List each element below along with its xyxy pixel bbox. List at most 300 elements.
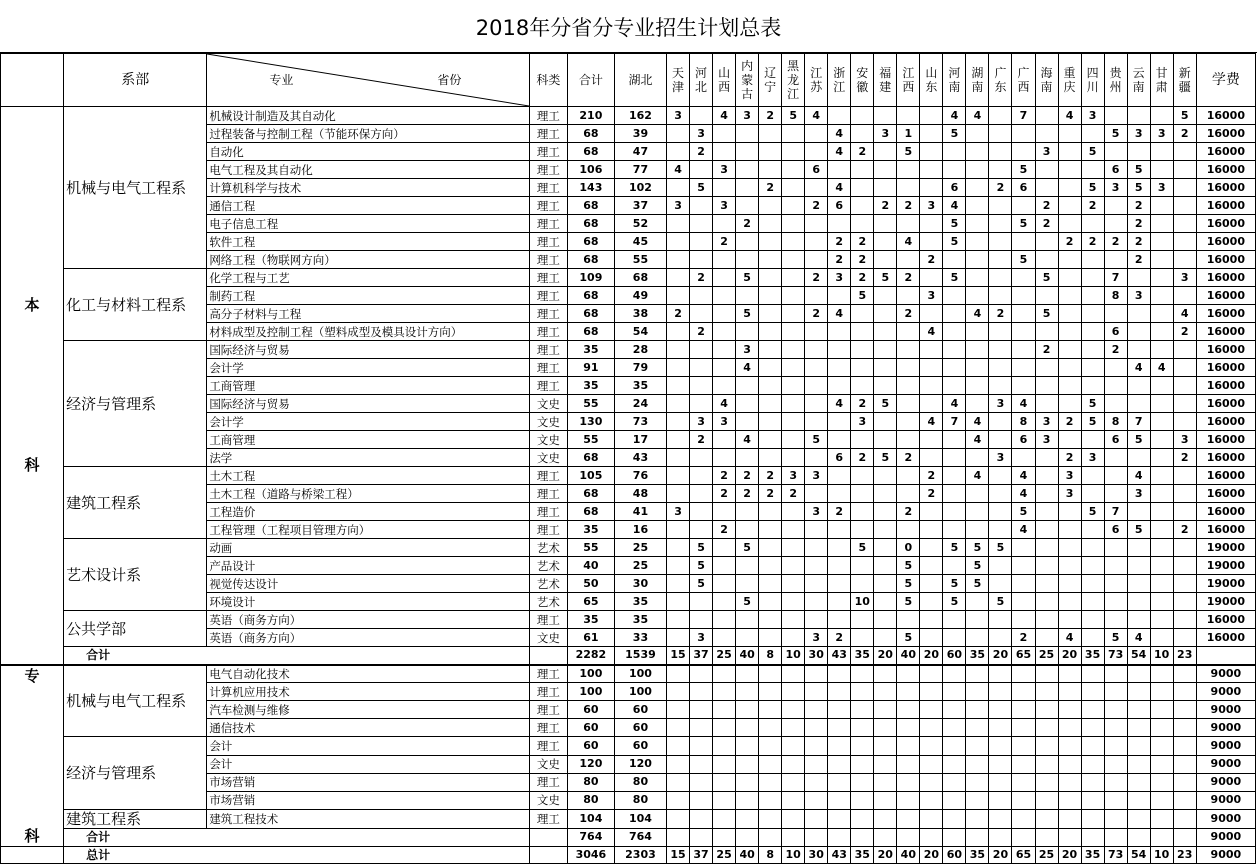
quota-cell: 38 [614,305,666,323]
quota-cell [1012,305,1035,323]
quota-cell [1012,341,1035,359]
major-cell: 会计学 [207,359,530,377]
sum-quota-cell: 40 [736,647,759,665]
quota-cell: 2 [1173,323,1196,341]
quota-cell [920,683,943,701]
quota-cell [920,755,943,773]
sum-fee-cell [1196,647,1255,665]
dept-cell: 艺术设计系 [64,539,207,611]
quota-cell: 2 [897,503,920,521]
quota-cell [713,665,736,683]
quota-cell [667,773,690,791]
province-header-7: 江苏 [805,54,828,107]
quota-cell: 3 [1058,485,1081,503]
quota-cell [1104,809,1127,828]
quota-cell: 2 [1173,521,1196,539]
quota-cell: 5 [1081,143,1104,161]
quota-cell [1150,233,1173,251]
quota-cell [736,809,759,828]
quota-cell: 2 [805,197,828,215]
quota-cell [966,449,989,467]
category-cell: 理工 [529,611,567,629]
quota-cell [713,269,736,287]
quota-cell [920,809,943,828]
province-header-9: 安徽 [851,54,874,107]
quota-cell [851,341,874,359]
quota-cell: 5 [690,575,713,593]
quota-cell: 5 [690,539,713,557]
quota-cell [874,359,897,377]
quota-cell [1173,773,1196,791]
quota-cell [759,377,782,395]
quota-cell [759,737,782,756]
category-cell: 文史 [529,629,567,647]
fee-cell: 19000 [1196,539,1255,557]
quota-cell [713,539,736,557]
quota-cell [966,161,989,179]
quota-cell [1173,485,1196,503]
quota-cell [759,161,782,179]
quota-cell: 45 [614,233,666,251]
grand-quota-cell: 25 [713,846,736,863]
quota-cell [1058,575,1081,593]
sum-quota-cell [920,828,943,846]
quota-cell [1012,449,1035,467]
quota-cell [943,503,966,521]
quota-cell [1127,701,1150,719]
fee-cell: 9000 [1196,683,1255,701]
quota-cell [1150,611,1173,629]
major-cell: 软件工程 [207,233,530,251]
quota-cell [874,791,897,809]
quota-cell [759,125,782,143]
quota-cell [667,359,690,377]
quota-cell [1081,377,1104,395]
quota-cell [759,593,782,611]
quota-cell: 7 [1104,269,1127,287]
quota-cell: 3 [690,413,713,431]
quota-cell [759,539,782,557]
quota-cell [759,341,782,359]
quota-cell: 0 [897,539,920,557]
quota-cell [920,557,943,575]
quota-cell [1058,719,1081,737]
quota-cell: 25 [614,557,666,575]
quota-cell [828,791,851,809]
quota-cell [897,251,920,269]
quota-cell [1173,215,1196,233]
category-cell: 艺术 [529,593,567,611]
quota-cell: 2 [989,305,1012,323]
quota-cell: 3 [667,107,690,125]
quota-cell [1035,773,1058,791]
quota-cell: 4 [966,107,989,125]
dept-cell: 经济与管理系 [64,341,207,467]
quota-cell [874,557,897,575]
major-cell: 工程造价 [207,503,530,521]
quota-cell [713,215,736,233]
major-cell: 会计 [207,737,530,756]
quota-cell [667,431,690,449]
quota-cell [667,593,690,611]
sum-quota-cell [897,828,920,846]
quota-cell [667,755,690,773]
quota-cell [759,665,782,683]
quota-cell [759,719,782,737]
quota-cell [1035,521,1058,539]
quota-cell [782,701,805,719]
total-cell: 55 [567,431,614,449]
quota-cell [897,719,920,737]
quota-cell [920,611,943,629]
sum-total-cell: 2282 [567,647,614,665]
sum-quota-cell [1127,828,1150,846]
quota-cell [805,719,828,737]
sum-quota-cell: 25 [713,647,736,665]
quota-cell [1035,755,1058,773]
quota-cell [667,467,690,485]
quota-cell [943,287,966,305]
quota-cell [897,521,920,539]
quota-cell [828,287,851,305]
quota-cell [736,377,759,395]
quota-cell [989,431,1012,449]
quota-cell [805,485,828,503]
fee-cell: 16000 [1196,449,1255,467]
quota-cell [1127,755,1150,773]
category-cell: 理工 [529,377,567,395]
quota-cell [943,701,966,719]
quota-cell: 5 [1012,215,1035,233]
category-cell: 理工 [529,665,567,683]
quota-cell [828,665,851,683]
quota-cell [805,359,828,377]
quota-cell [782,323,805,341]
grand-label: 总计 [64,846,530,863]
quota-cell [759,683,782,701]
fee-cell: 16000 [1196,377,1255,395]
quota-cell [966,197,989,215]
quota-cell [690,377,713,395]
category-cell: 理工 [529,503,567,521]
sum-quota-cell [874,828,897,846]
fee-cell: 16000 [1196,305,1255,323]
quota-cell: 5 [782,107,805,125]
quota-cell [1012,269,1035,287]
quota-cell [1127,539,1150,557]
category-cell: 理工 [529,701,567,719]
quota-cell [1012,773,1035,791]
quota-cell [851,809,874,828]
category-cell: 理工 [529,521,567,539]
category-cell: 艺术 [529,539,567,557]
quota-cell [1012,575,1035,593]
quota-cell: 4 [943,395,966,413]
quota-cell: 5 [966,557,989,575]
quota-cell: 2 [805,269,828,287]
quota-cell [897,413,920,431]
quota-cell [1081,485,1104,503]
quota-cell: 5 [851,539,874,557]
quota-cell [1127,107,1150,125]
quota-cell [874,593,897,611]
quota-cell [1058,251,1081,269]
sum-quota-cell [713,828,736,846]
quota-cell [828,521,851,539]
category-cell: 理工 [529,251,567,269]
quota-cell [828,341,851,359]
quota-cell [920,107,943,125]
quota-cell [1104,143,1127,161]
quota-cell [1035,107,1058,125]
province-header-5: 辽宁 [759,54,782,107]
quota-cell: 2 [1035,341,1058,359]
quota-cell [1104,107,1127,125]
quota-cell: 4 [920,323,943,341]
quota-cell [805,413,828,431]
major-cell: 会计 [207,755,530,773]
quota-cell: 4 [828,125,851,143]
sum-quota-cell: 73 [1104,647,1127,665]
province-header-22: 甘肃 [1150,54,1173,107]
quota-cell: 10 [851,593,874,611]
quota-cell [989,719,1012,737]
total-cell: 55 [567,395,614,413]
quota-cell [667,395,690,413]
sum-quota-cell: 25 [1035,647,1058,665]
table-row [1,737,1256,756]
quota-cell [828,701,851,719]
grand-quota-cell: 23 [1173,846,1196,863]
sum-quota-cell [989,828,1012,846]
quota-cell [782,773,805,791]
quota-cell [1035,251,1058,269]
quota-cell [1058,305,1081,323]
total-cell: 68 [567,323,614,341]
quota-cell [690,287,713,305]
quota-cell [1058,809,1081,828]
quota-cell [966,719,989,737]
grand-quota-cell: 40 [897,846,920,863]
quota-cell: 60 [614,737,666,756]
quota-cell [1173,557,1196,575]
category-cell: 理工 [529,197,567,215]
quota-cell [736,179,759,197]
quota-cell [874,233,897,251]
quota-cell: 3 [1173,431,1196,449]
quota-cell: 3 [690,629,713,647]
quota-cell [805,665,828,683]
quota-cell [1058,755,1081,773]
quota-cell [759,773,782,791]
quota-cell [1012,143,1035,161]
quota-cell [1104,539,1127,557]
category-cell: 理工 [529,467,567,485]
quota-cell [1150,557,1173,575]
sum-quota-cell: 35 [851,647,874,665]
fee-cell: 16000 [1196,107,1255,125]
quota-cell: 5 [1035,269,1058,287]
quota-cell [920,449,943,467]
quota-cell: 5 [1127,179,1150,197]
grand-quota-cell: 35 [966,846,989,863]
sum-quota-cell [736,828,759,846]
quota-cell [1127,143,1150,161]
quota-cell [1035,449,1058,467]
quota-cell [736,287,759,305]
quota-cell [920,431,943,449]
province-header-15: 广东 [989,54,1012,107]
category-header: 科类 [529,54,567,107]
quota-cell: 2 [759,467,782,485]
quota-cell [1150,161,1173,179]
quota-cell: 4 [828,143,851,161]
quota-cell [759,611,782,629]
quota-cell [1035,395,1058,413]
fee-cell: 16000 [1196,611,1255,629]
quota-cell [805,179,828,197]
quota-cell [874,305,897,323]
quota-cell: 2 [1081,197,1104,215]
quota-cell [1150,539,1173,557]
major-header: 专业 [269,73,294,87]
quota-cell [828,737,851,756]
quota-cell [1058,557,1081,575]
total-cell: 50 [567,575,614,593]
quota-cell [1012,287,1035,305]
quota-cell [966,701,989,719]
fee-cell: 16000 [1196,143,1255,161]
quota-cell [736,413,759,431]
table-row [1,467,1256,485]
total-cell: 61 [567,629,614,647]
table-row [1,269,1256,287]
grand-quota-cell: 2303 [614,846,666,863]
empty-cell [529,846,567,863]
major-cell: 英语（商务方向） [207,629,530,647]
quota-cell [1081,809,1104,828]
quota-cell [667,611,690,629]
quota-cell [943,773,966,791]
quota-cell [713,575,736,593]
major-cell: 工商管理 [207,431,530,449]
quota-cell [1035,809,1058,828]
major-cell: 制药工程 [207,287,530,305]
sum-quota-cell [759,828,782,846]
quota-cell: 5 [943,269,966,287]
table-row [1,665,1256,683]
quota-cell [736,755,759,773]
quota-cell: 104 [614,809,666,828]
quota-cell: 4 [828,395,851,413]
quota-cell [966,791,989,809]
quota-cell [759,413,782,431]
quota-cell [782,629,805,647]
category-cell: 理工 [529,287,567,305]
major-province-header [207,54,530,107]
quota-cell [1127,305,1150,323]
quota-cell [943,611,966,629]
quota-cell: 3 [805,503,828,521]
quota-cell [713,503,736,521]
quota-cell [736,251,759,269]
category-cell: 文史 [529,791,567,809]
quota-cell: 35 [614,611,666,629]
quota-cell [920,179,943,197]
quota-cell [989,233,1012,251]
quota-cell [1173,791,1196,809]
quota-cell [1081,665,1104,683]
quota-cell: 3 [667,503,690,521]
quota-cell [1127,737,1150,756]
major-cell: 高分子材料与工程 [207,305,530,323]
quota-cell [1081,467,1104,485]
quota-cell: 5 [805,431,828,449]
quota-cell [828,809,851,828]
total-cell: 68 [567,215,614,233]
fee-cell: 16000 [1196,125,1255,143]
category-cell: 理工 [529,215,567,233]
quota-cell [805,755,828,773]
quota-cell [1081,215,1104,233]
quota-cell: 2 [690,323,713,341]
major-cell: 土木工程 [207,467,530,485]
quota-cell [690,809,713,828]
quota-cell [989,251,1012,269]
quota-cell [920,701,943,719]
quota-cell [828,575,851,593]
sum-quota-cell [1081,828,1104,846]
quota-cell: 2 [667,305,690,323]
quota-cell [897,215,920,233]
quota-cell [874,143,897,161]
quota-cell [1127,773,1150,791]
quota-cell [1127,791,1150,809]
quota-cell [1150,449,1173,467]
quota-cell [690,683,713,701]
grand-quota-cell: 15 [667,846,690,863]
fee-cell: 16000 [1196,233,1255,251]
fee-cell: 19000 [1196,593,1255,611]
quota-cell [1035,557,1058,575]
quota-cell [966,377,989,395]
sum-quota-cell: 43 [828,647,851,665]
quota-cell [828,593,851,611]
quota-cell [736,125,759,143]
quota-cell [1104,359,1127,377]
quota-cell: 3 [1081,107,1104,125]
quota-cell [1173,161,1196,179]
quota-cell [920,305,943,323]
sum-quota-cell: 8 [759,647,782,665]
quota-cell [1127,809,1150,828]
sum-quota-cell [805,828,828,846]
quota-cell: 162 [614,107,666,125]
quota-cell: 2 [713,521,736,539]
quota-cell: 2 [782,485,805,503]
quota-cell [1081,719,1104,737]
quota-cell: 25 [614,539,666,557]
sum-quota-cell: 20 [920,647,943,665]
quota-cell [1081,251,1104,269]
quota-cell [1035,629,1058,647]
empty-cell [529,647,567,665]
category-cell: 理工 [529,809,567,828]
quota-cell [828,719,851,737]
quota-cell [851,161,874,179]
quota-cell [943,449,966,467]
quota-cell [1035,683,1058,701]
